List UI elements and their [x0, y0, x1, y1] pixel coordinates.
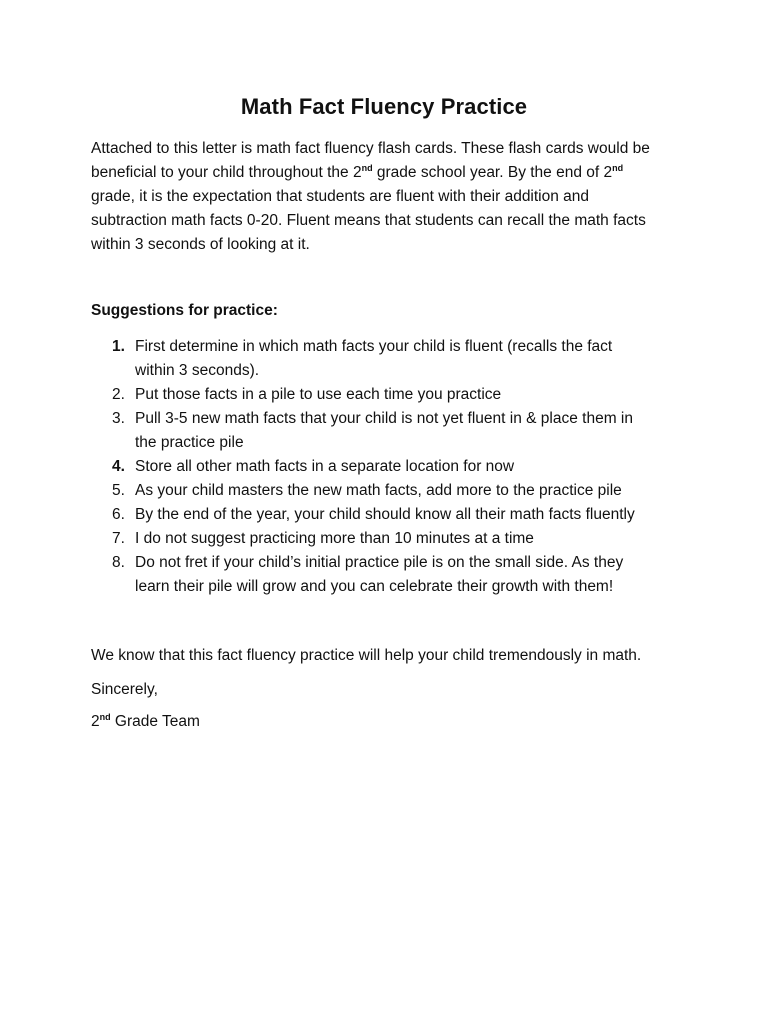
- list-item: [91, 383, 711, 407]
- list-number: 7.: [112, 530, 125, 547]
- list-item: [91, 551, 711, 599]
- intro-text: beneficial to your child throughout the 2: [91, 164, 362, 181]
- list-number: 5.: [112, 482, 125, 499]
- list-item-text: Store all other math facts in a separate location for now: [135, 458, 515, 475]
- list-item-text: Do not fret if your child’s initial practice pile is on the small side. As they: [135, 554, 624, 571]
- signature: [91, 710, 200, 734]
- list-item: [91, 479, 711, 503]
- signature-text: Grade Team: [110, 713, 200, 730]
- list-item-text: Pull 3-5 new math facts that your child is not yet fluent in & place them in: [135, 410, 633, 427]
- list-item: [91, 503, 711, 527]
- intro-paragraph: [91, 137, 691, 257]
- intro-line: grade, it is the expectation that students are fluent with their addition and: [91, 188, 590, 205]
- list-number: 6.: [112, 506, 125, 523]
- closing-paragraph: We know that this fact fluency practice will help your child tremendously in math.: [91, 647, 642, 664]
- list-number: 2.: [112, 386, 125, 403]
- intro-line: subtraction math facts 0-20. Fluent means that students can recall the math facts: [91, 212, 646, 229]
- list-item: [91, 455, 711, 479]
- list-item-text: Put those facts in a pile to use each time you practice: [135, 386, 502, 403]
- intro-line: [91, 161, 691, 185]
- signature-text: 2: [91, 713, 100, 730]
- suggestions-list: [91, 335, 711, 599]
- list-item-text: within 3 seconds).: [135, 362, 260, 379]
- sign-off: Sincerely,: [91, 681, 158, 698]
- intro-line: Attached to this letter is math fact fluency flash cards. These flash cards would be: [91, 140, 650, 157]
- list-item-text: the practice pile: [135, 434, 244, 451]
- intro-line: within 3 seconds of looking at it.: [91, 236, 310, 253]
- list-number: 3.: [112, 410, 125, 427]
- list-number: 4.: [112, 458, 125, 475]
- list-item-text: As your child masters the new math facts, add more to the practice pile: [135, 482, 622, 499]
- list-item-text: By the end of the year, your child should know all their math facts fluently: [135, 506, 635, 523]
- intro-text: grade school year. By the end of 2: [372, 164, 613, 181]
- list-number: 1.: [112, 338, 125, 355]
- ordinal-suffix: nd: [612, 163, 624, 173]
- list-number: 8.: [112, 554, 125, 571]
- suggestions-heading: Suggestions for practice:: [91, 302, 278, 319]
- list-item-text: I do not suggest practicing more than 10 minutes at a time: [135, 530, 534, 547]
- document-title: Math Fact Fluency Practice: [240, 94, 528, 119]
- list-item: [91, 407, 711, 455]
- ordinal-suffix: nd: [361, 163, 373, 173]
- ordinal-suffix: nd: [99, 712, 111, 722]
- list-item: [91, 335, 711, 383]
- list-item: [91, 527, 711, 551]
- list-item-text: First determine in which math facts your child is fluent (recalls the fact: [135, 338, 613, 355]
- list-item-text: learn their pile will grow and you can celebrate their growth with them!: [135, 578, 614, 595]
